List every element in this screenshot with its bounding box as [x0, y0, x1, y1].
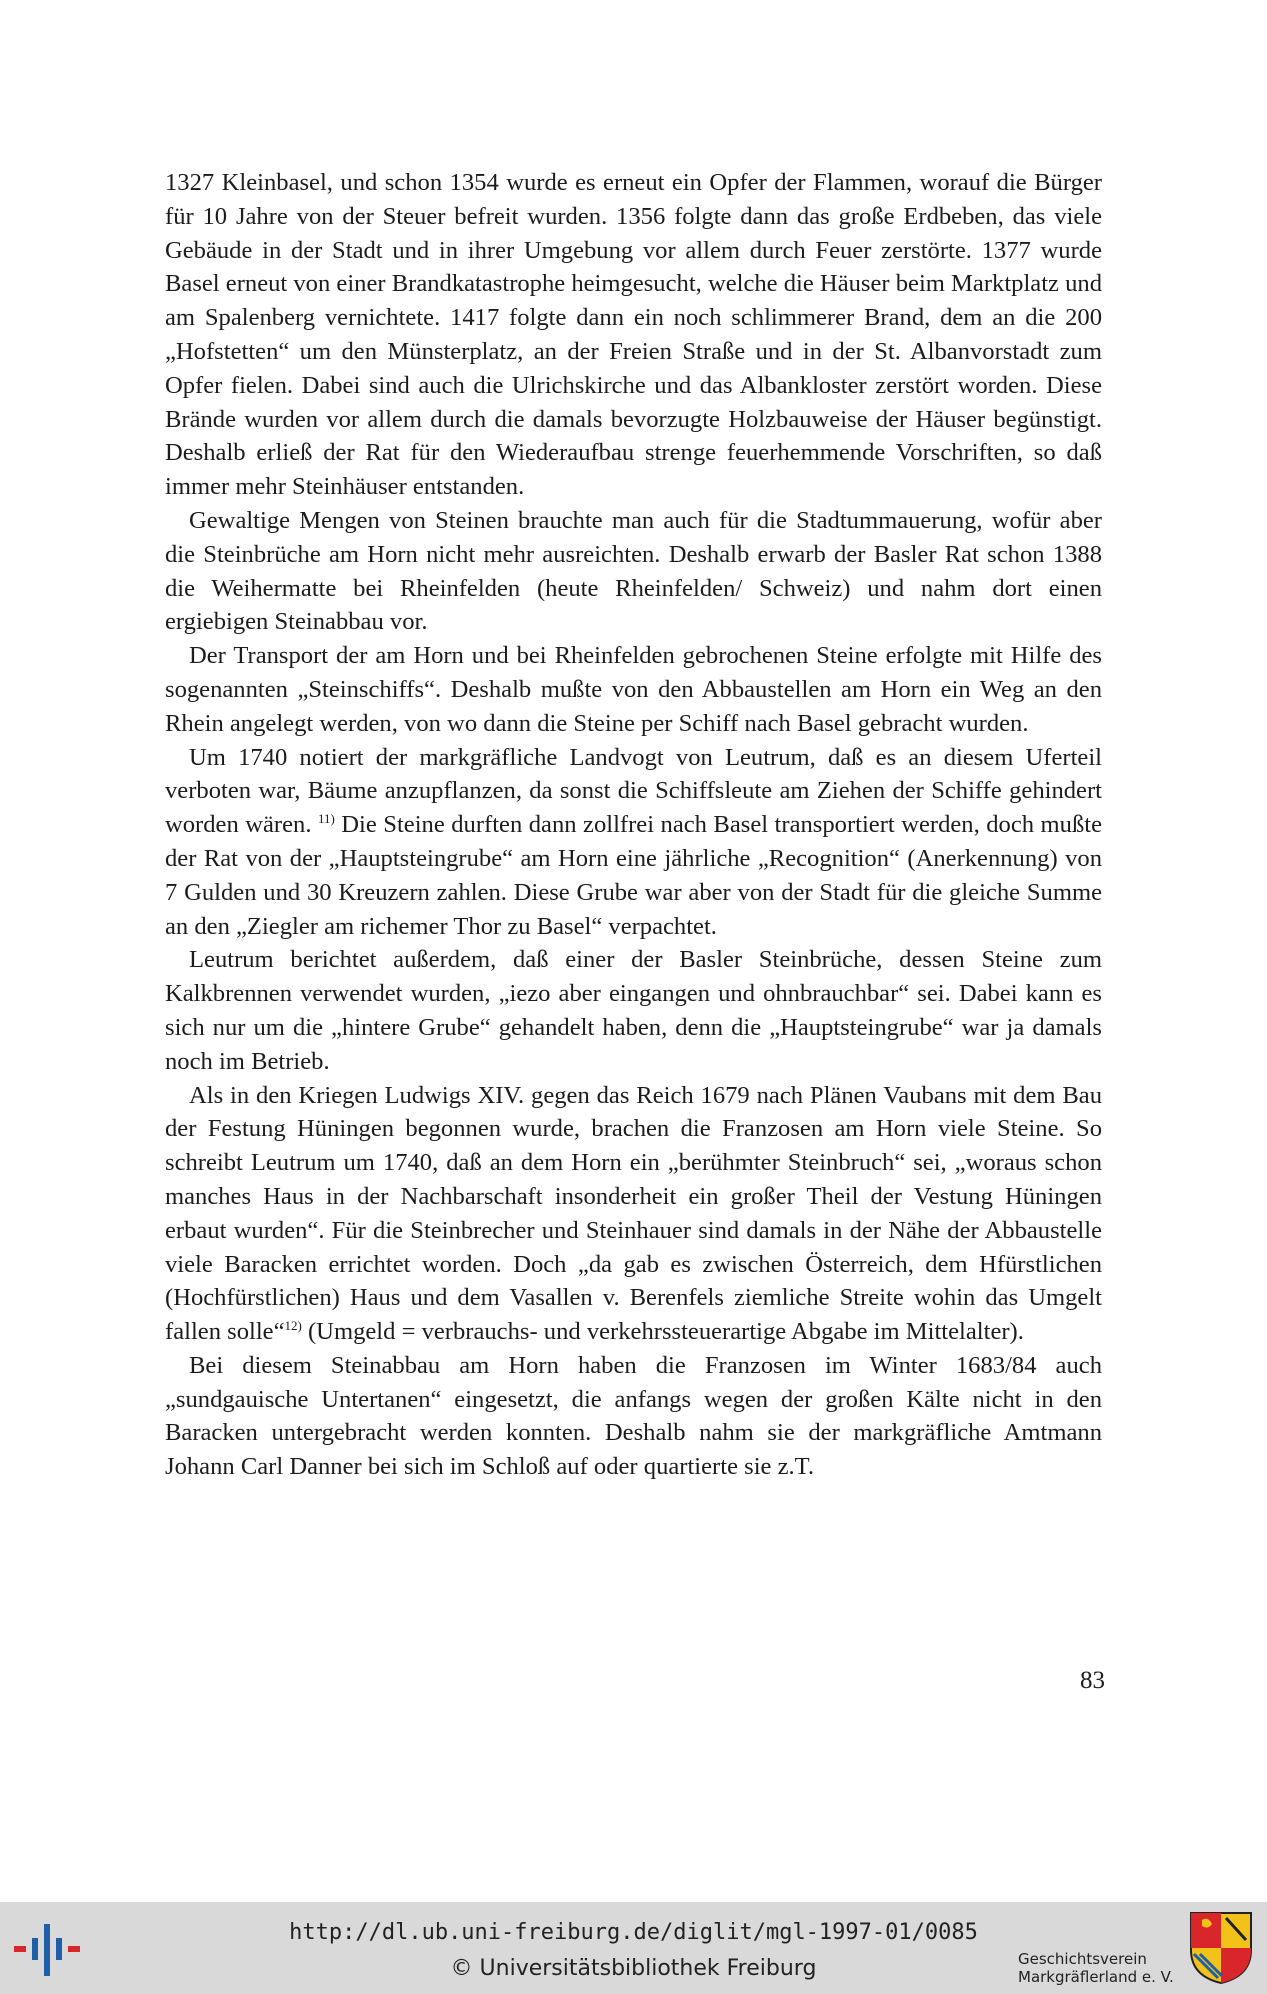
text-body [165, 166, 1102, 1484]
footnote-ref-12: 12) [284, 1317, 302, 1333]
footer-bar [0, 1902, 1267, 1994]
society-name-line-1: Geschichtsverein [1018, 1950, 1147, 1968]
paragraph-4 [165, 741, 1102, 944]
paragraph-4-text-b: Die Steine durften dann zollfrei nach Basel transportiert werden, doch mußte der Rat von der „Hauptsteingrube“ am Horn eine jährliche „Recognition“ (Anerkennung) von 7 Gulden und 30 Kreuzern zahlen. Diese Grube war aber von der Stadt für die gleiche Summe an den „Ziegler am richemer Thor zu Basel“ verpachtet. [165, 811, 1102, 940]
paragraph-7: Bei diesem Steinabbau am Horn haben die Franzosen im Winter 1683/84 auch „sundgauische Untertanen“ eingesetzt, die anfangs wegen der großen Kälte nicht in den Baracken untergebracht werden konnten. Deshalb nahm sie der markgräfliche Amtmann Johann Carl Danner bei sich im Schloß auf oder quartierte sie z.T. [165, 1351, 1102, 1481]
page-number: 83 [1080, 1667, 1105, 1694]
footer-url-link[interactable]: http://dl.ub.uni-freiburg.de/diglit/mgl-1997-01/0085 [289, 1920, 978, 1945]
coat-of-arms-icon [1188, 1910, 1254, 1986]
paragraph-3: Der Transport der am Horn und bei Rheinfelden gebrochenen Steine erfolgte mit Hilfe des sogenannten „Steinschiffs“. Deshalb mußte von den Abbaustellen am Horn ein Weg an den Rhein angelegt werden, von wo dann die Steine per Schiff nach Basel gebracht wurden. [165, 642, 1102, 737]
society-name [1018, 1950, 1178, 1986]
paragraph-5: Leutrum berichtet außerdem, daß einer der Basler Steinbrüche, dessen Steine zum Kalkbrennen verwendet wurden, „iezo aber eingangen und ohnbrauchbar“ sei. Dabei kann es sich nur um die „hintere Grube“ gehandelt haben, denn die „Hauptsteingrube“ war ja damals noch im Betrieb. [165, 946, 1102, 1075]
paragraph-2: Gewaltige Mengen von Steinen brauchte man auch für die Stadtummauerung, wofür aber die Steinbrüche am Horn nicht mehr ausreichten. Deshalb erwarb der Basler Rat schon 1388 die Weihermatte bei Rheinfelden (heute Rheinfelden/ Schweiz) und nahm dort einen ergiebigen Steinabbau vor. [165, 506, 1102, 636]
paragraph-1: 1327 Kleinbasel, und schon 1354 wurde es erneut ein Opfer der Flammen, worauf die Bürger für 10 Jahre von der Steuer befreit wurden. 1356 folgte dann das große Erdbeben, das viele Gebäude in der Stadt und in ihrer Umgebung vor allem durch Feuer zerstörte. 1377 wurde Basel erneut von einer Brandkatastrophe heimgesucht, welche die Häuser beim Marktplatz und am Spalenberg vernichtete. 1417 folgte dann ein noch schlimmerer Brand, dem an die 200 „Hofstetten“ um den Münsterplatz, an der Freien Straße und in der St. Albanvorstadt zum Opfer fielen. Dabei sind auch die Ulrichskirche und das Albankloster zerstört worden. Diese Brände wurden vor allem durch die damals bevorzugte Holzbauweise der Häuser begünstigt. Deshalb erließ der Rat für den Wiederaufbau strenge feuerhemmende Vorschriften, so daß immer mehr Steinhäuser entstanden. [165, 169, 1102, 501]
society-name-line-2: Markgräflerland e. V. [1018, 1968, 1174, 1986]
footer-copyright: © Universitätsbibliothek Freiburg [450, 1956, 817, 1981]
paragraph-4-text-a: Um 1740 notiert der markgräfliche Landvogt von Leutrum, daß es an diesem Uferteil verboten war, Bäume anzupflanzen, da sonst die Schiffsleute am Ziehen der Schiffe gehindert worden wären. [165, 743, 1102, 839]
paragraph-6-text-b: (Umgeld = verbrauchs- und verkehrssteuerartige Abgabe im Mittelalter). [301, 1318, 1024, 1346]
paragraph-6-text-a: Als in den Kriegen Ludwigs XIV. gegen das Reich 1679 nach Plänen Vaubans mit dem Bau der Festung Hüningen begonnen wurde, brachen die Franzosen am Horn viele Steine. So schreibt Leutrum um 1740, daß an dem Horn ein „berühmter Steinbruch“ sei, „woraus schon manches Haus in der Nachbarschaft insonderheit ein großer Theil der Vestung Hüningen erbaut wurden“. Für die Steinbrecher und Steinhauer sind damals in der Nähe der Abbaustelle viele Baracken errichtet worden. Doch „da gab es zwischen Österreich, dem Hfürstlichen (Hochfürstlichen) Haus und dem Vasallen v. Berenfels ziemliche Streite wohin das Umgelt fallen solle“ [165, 1081, 1102, 1346]
footnote-ref-11: 11) [317, 810, 335, 826]
paragraph-6 [165, 1079, 1102, 1349]
